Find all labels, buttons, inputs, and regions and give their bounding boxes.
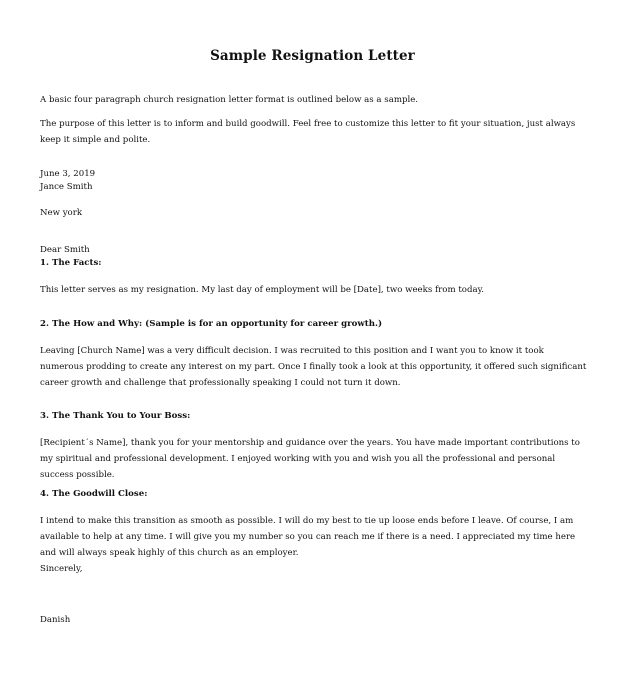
salutation: Dear Smith (40, 245, 90, 255)
purpose-paragraph: The purpose of this letter is to inform and build goodwill. Feel free to customize this letter to fit your situation, just always keep it simple and polite. (40, 119, 576, 145)
section-heading-thank-you: 3. The Thank You to Your Boss: (40, 411, 191, 421)
section-text-thank-you: [Recipient´s Name], thank you for your mentorship and guidance over the years. You have made important contributions to my spiritual and professional development. I enjoyed working with you and wish you all the professional and personal success possible. (40, 438, 580, 480)
intro-paragraph: A basic four paragraph church resignation letter format is outlined below as a sample. (40, 95, 419, 105)
closing: Sincerely, (40, 564, 83, 574)
letter-date: June 3, 2019 (40, 169, 96, 179)
signature: Danish (40, 615, 71, 625)
section-heading-goodwill: 4. The Goodwill Close: (40, 489, 148, 499)
page-title: Sample Resignation Letter (210, 48, 415, 64)
section-text-facts: This letter serves as my resignation. My last day of employment will be [Date], two weeks from today. (40, 285, 485, 295)
sender-location: New york (40, 208, 83, 218)
section-heading-facts: 1. The Facts: (40, 258, 102, 268)
section-text-how-why: Leaving [Church Name] was a very difficult decision. I was recruited to this position and I want you to know it took numerous prodding to create any interest on my part. Once I finally took a look at this opportunity, it offered such significant career growth and challenge that professionally speaking I could not turn it down. (40, 346, 587, 388)
section-text-goodwill: I intend to make this transition as smooth as possible. I will do my best to tie up loose ends before I leave. Of course, I am available to help at any time. I will give you my number so you can reach me if there is a need. I appreciated my time here and will always speak highly of this church as an employer. (40, 516, 576, 558)
sender-name: Jance Smith (40, 182, 93, 192)
section-heading-how-why: 2. The How and Why: (Sample is for an opportunity for career growth.) (40, 319, 383, 329)
